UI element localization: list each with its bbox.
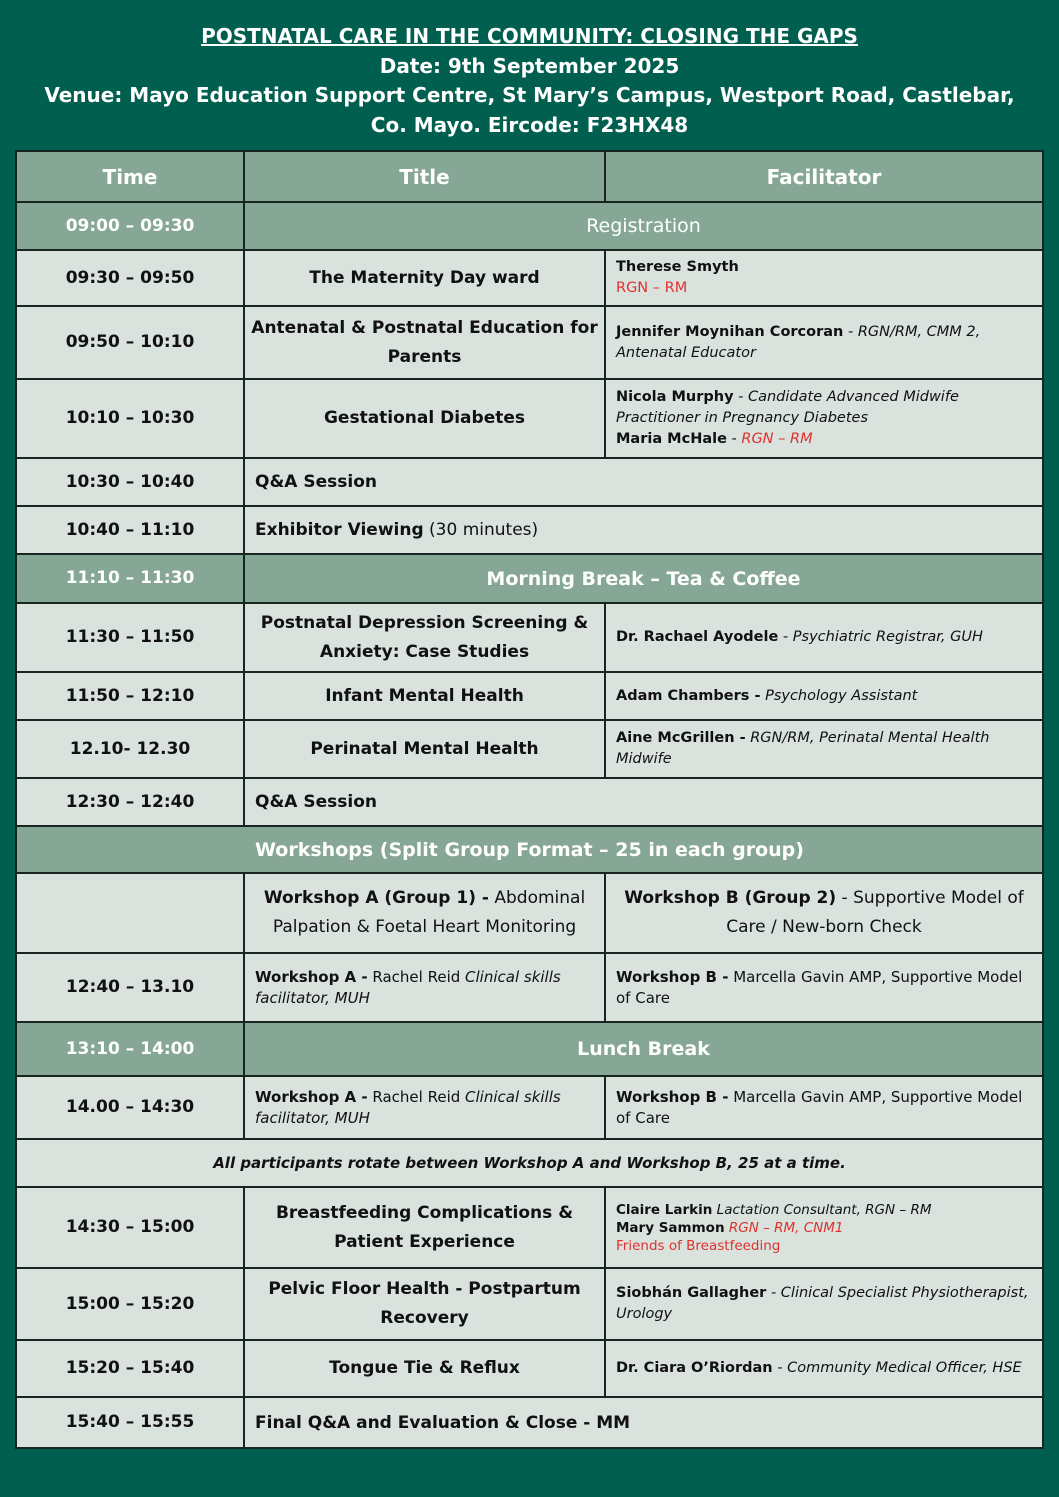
time-cell: 10:10 – 10:30 (16, 379, 244, 458)
workshop-a-facilitator (244, 1076, 605, 1139)
session-title: Postnatal Depression Screening & Anxiety: Case Studies (244, 603, 605, 672)
time-cell: 15:40 – 15:55 (16, 1397, 244, 1448)
workshop-b-facilitator (605, 953, 1043, 1022)
column-header-facilitator: Facilitator (605, 151, 1043, 202)
table-row (16, 826, 1043, 873)
workshop-b-label: Workshop B - (616, 967, 729, 986)
facilitator-name: Jennifer Moynihan Corcoran (616, 323, 844, 340)
session-title: Registration (244, 202, 1043, 250)
schedule-table (15, 150, 1044, 1449)
facilitator-name: Siobhán Gallagher (616, 1285, 767, 1301)
table-row (16, 873, 1043, 953)
time-cell: 11:30 – 11:50 (16, 603, 244, 672)
facilitator-role: Clinical skills facilitator, MUH (255, 1087, 561, 1127)
table-row (16, 778, 1043, 826)
table-row (16, 672, 1043, 720)
facilitator-role: RGN – RM (616, 280, 688, 296)
facilitator-name: Aine McGrillen - (616, 730, 746, 746)
facilitator-role: - Clinical Specialist Physiotherapist, Urology (616, 1285, 1029, 1322)
session-title: Final Q&A and Evaluation & Close - MM (244, 1397, 1043, 1448)
session-title: Tongue Tie & Reflux (244, 1340, 605, 1397)
table-row (16, 202, 1043, 250)
table-row (16, 1139, 1043, 1187)
workshop-b-topic: - Supportive Model of Care / New-born Check (726, 888, 1024, 937)
table-row (16, 554, 1043, 603)
event-venue-eircode: Co. Mayo. Eircode: F23HX48 (370, 112, 689, 137)
column-header-title: Title (244, 151, 605, 202)
separator: - (726, 431, 742, 447)
table-row (16, 1340, 1043, 1397)
session-title-cell (244, 506, 1043, 554)
session-note: (30 minutes) (423, 520, 539, 540)
session-title: Q&A Session (244, 778, 1043, 826)
facilitator-cell (605, 250, 1043, 306)
table-row (16, 1397, 1043, 1448)
facilitator-cell (605, 379, 1043, 458)
facilitator-name: Dr. Ciara O’Riordan (616, 1360, 773, 1376)
empty-cell (16, 873, 244, 953)
facilitator-role: RGN – RM (741, 431, 813, 447)
workshop-a-label: Workshop A - (255, 1087, 368, 1106)
facilitator-role: Psychology Assistant (760, 687, 918, 704)
session-title: Pelvic Floor Health - Postpartum Recovery (244, 1268, 605, 1340)
event-date: Date: 9th September 2025 (379, 53, 680, 78)
facilitator-name: Maria McHale (616, 431, 727, 447)
time-cell: 12.10- 12.30 (16, 720, 244, 778)
time-cell: 12:40 – 13.10 (16, 953, 244, 1022)
table-row (16, 1187, 1043, 1268)
facilitator-cell (605, 306, 1043, 379)
facilitator-cell (605, 1187, 1043, 1268)
time-cell: 12:30 – 12:40 (16, 778, 244, 826)
table-row (16, 953, 1043, 1022)
facilitator-cell (605, 720, 1043, 778)
time-cell: 14.00 – 14:30 (16, 1076, 244, 1139)
facilitator-role: Lactation Consultant, RGN – RM (712, 1201, 932, 1218)
facilitator-name: Marcella Gavin AMP, Supportive Model of Care (616, 1087, 1023, 1127)
session-title: Perinatal Mental Health (244, 720, 605, 778)
workshop-a-label: Workshop A - (255, 967, 368, 986)
facilitator-name: Mary Sammon (616, 1219, 725, 1236)
event-venue: Venue: Mayo Education Support Centre, St Mary’s Campus, Westport Road, Castlebar, (44, 83, 1015, 107)
session-title: Antenatal & Postnatal Education for Parents (244, 306, 605, 379)
facilitator-role: - RGN/RM, CMM 2, Antenatal Educator (616, 323, 981, 361)
rotation-note: All participants rotate between Workshop A and Workshop B, 25 at a time. (16, 1139, 1043, 1187)
facilitator-name: Claire Larkin (616, 1201, 713, 1218)
table-row (16, 250, 1043, 306)
session-title: Gestational Diabetes (244, 379, 605, 458)
workshop-a-label: Workshop A (Group 1) - (263, 888, 489, 908)
facilitator-name: Adam Chambers - (616, 687, 761, 704)
table-row (16, 1076, 1043, 1139)
organisation: Friends of Breastfeeding (616, 1237, 781, 1254)
facilitator-cell (605, 1340, 1043, 1397)
session-title: Morning Break – Tea & Coffee (244, 554, 1043, 603)
time-cell: 09:50 – 10:10 (16, 306, 244, 379)
workshop-a-heading (244, 873, 605, 953)
time-cell: 09:00 – 09:30 (16, 202, 244, 250)
table-row (16, 458, 1043, 506)
facilitator-name: Dr. Rachael Ayodele (616, 629, 779, 645)
time-cell: 15:20 – 15:40 (16, 1340, 244, 1397)
table-row (16, 603, 1043, 672)
workshop-b-label: Workshop B (Group 2) (624, 888, 837, 908)
time-cell: 11:10 – 11:30 (16, 554, 244, 603)
session-title: Infant Mental Health (244, 672, 605, 720)
facilitator-name: Therese Smyth (616, 259, 739, 275)
session-title: Lunch Break (244, 1022, 1043, 1076)
time-cell: 15:00 – 15:20 (16, 1268, 244, 1340)
table-row (16, 720, 1043, 778)
facilitator-role: - Psychiatric Registrar, GUH (778, 629, 983, 645)
workshops-heading: Workshops (Split Group Format – 25 in each group) (16, 826, 1043, 873)
facilitator-name: Rachel Reid (367, 967, 466, 986)
workshop-b-facilitator (605, 1076, 1043, 1139)
facilitator-name: Rachel Reid (367, 1087, 466, 1106)
facilitator-cell (605, 603, 1043, 672)
facilitator-role: RGN – RM, CNM1 (724, 1219, 844, 1236)
table-row (16, 506, 1043, 554)
time-cell: 10:40 – 11:10 (16, 506, 244, 554)
page-header (0, 22, 1059, 140)
facilitator-role: - Candidate Advanced Midwife Practitioner in Pregnancy Diabetes (616, 389, 959, 426)
time-cell: 09:30 – 09:50 (16, 250, 244, 306)
facilitator-name: Nicola Murphy (616, 389, 734, 405)
workshop-a-facilitator (244, 953, 605, 1022)
session-title: Breastfeeding Complications & Patient Experience (244, 1187, 605, 1268)
facilitator-role: Clinical skills facilitator, MUH (255, 967, 561, 1007)
facilitator-role: - Community Medical Officer, HSE (772, 1360, 1022, 1376)
session-title: The Maternity Day ward (244, 250, 605, 306)
column-header-time: Time (16, 151, 244, 202)
table-row (16, 379, 1043, 458)
time-cell: 10:30 – 10:40 (16, 458, 244, 506)
facilitator-name: Marcella Gavin AMP, Supportive Model of Care (616, 967, 1023, 1007)
event-title: POSTNATAL CARE IN THE COMMUNITY: CLOSING THE GAPS (201, 24, 858, 48)
table-row (16, 306, 1043, 379)
time-cell: 14:30 – 15:00 (16, 1187, 244, 1268)
facilitator-role: RGN/RM, Perinatal Mental Health Midwife (616, 730, 990, 767)
workshop-b-label: Workshop B - (616, 1087, 729, 1106)
session-title: Q&A Session (244, 458, 1043, 506)
workshop-b-heading (605, 873, 1043, 953)
table-row (16, 1268, 1043, 1340)
time-cell: 13:10 – 14:00 (16, 1022, 244, 1076)
time-cell: 11:50 – 12:10 (16, 672, 244, 720)
facilitator-cell (605, 672, 1043, 720)
facilitator-cell (605, 1268, 1043, 1340)
table-row (16, 1022, 1043, 1076)
table-header-row (16, 151, 1043, 202)
session-title: Exhibitor Viewing (255, 520, 424, 540)
workshop-a-topic: Abdominal Palpation & Foetal Heart Monitoring (272, 888, 586, 937)
